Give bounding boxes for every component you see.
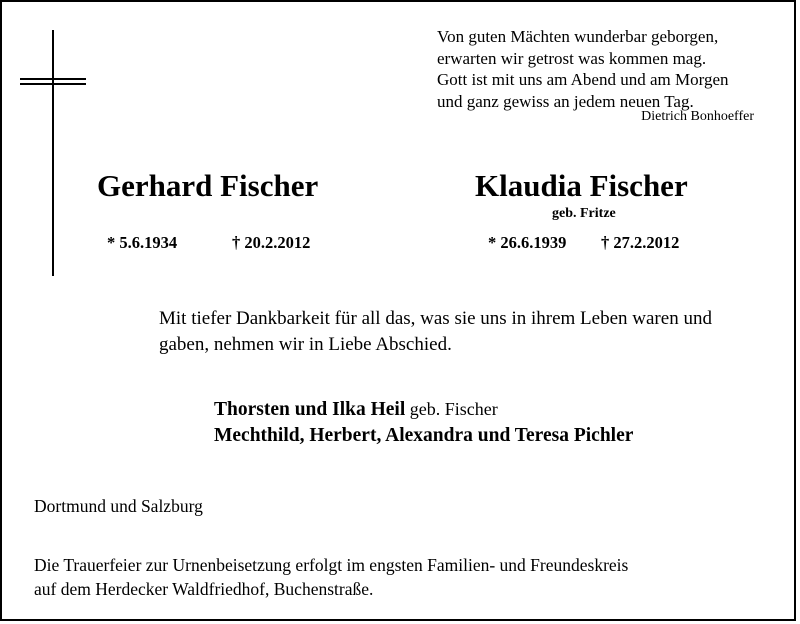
birth-date-gerhard: * 5.6.1934	[107, 233, 178, 252]
funeral-line: auf dem Herdecker Waldfriedhof, Buchenstraße.	[34, 579, 374, 599]
funeral-line: Die Trauerfeier zur Urnenbeisetzung erfolgt im engsten Familien- und Freundeskreis	[34, 555, 629, 575]
mourners	[214, 396, 633, 449]
poem	[437, 26, 729, 112]
mourner-maiden-note: geb. Fischer	[405, 399, 498, 419]
birth-date-klaudia: * 26.6.1939	[488, 233, 567, 252]
death-date-gerhard: † 20.2.2012	[232, 233, 311, 252]
poem-line: erwarten wir getrost was kommen mag.	[437, 48, 707, 68]
gratitude-text	[159, 306, 712, 358]
poem-line: und ganz gewiss an jedem neuen Tag.	[437, 91, 694, 111]
gratitude-line: Mit tiefer Dankbarkeit für all das, was sie uns in ihrem Leben waren und	[159, 308, 712, 329]
gratitude-line: gaben, nehmen wir in Liebe Abschied.	[159, 334, 452, 355]
place-text: Dortmund und Salzburg	[34, 496, 203, 516]
poem-line: Von guten Mächten wunderbar geborgen,	[437, 27, 719, 46]
maiden-name: geb. Fritze	[552, 206, 616, 221]
poem-author: Dietrich Bonhoeffer	[641, 109, 754, 124]
poem-line: Gott ist mit uns am Abend und am Morgen	[437, 70, 729, 89]
deceased-name-klaudia: Klaudia Fischer	[475, 168, 688, 203]
mourner-names: Thorsten und Ilka Heil	[214, 399, 406, 420]
mourner-line	[214, 396, 633, 423]
deceased-name-gerhard: Gerhard Fischer	[97, 168, 319, 203]
funeral-info	[34, 553, 628, 601]
mourner-line	[214, 423, 633, 449]
death-date-klaudia: † 27.2.2012	[601, 233, 680, 252]
mourner-names: Mechthild, Herbert, Alexandra und Teresa Pichler	[214, 425, 634, 446]
